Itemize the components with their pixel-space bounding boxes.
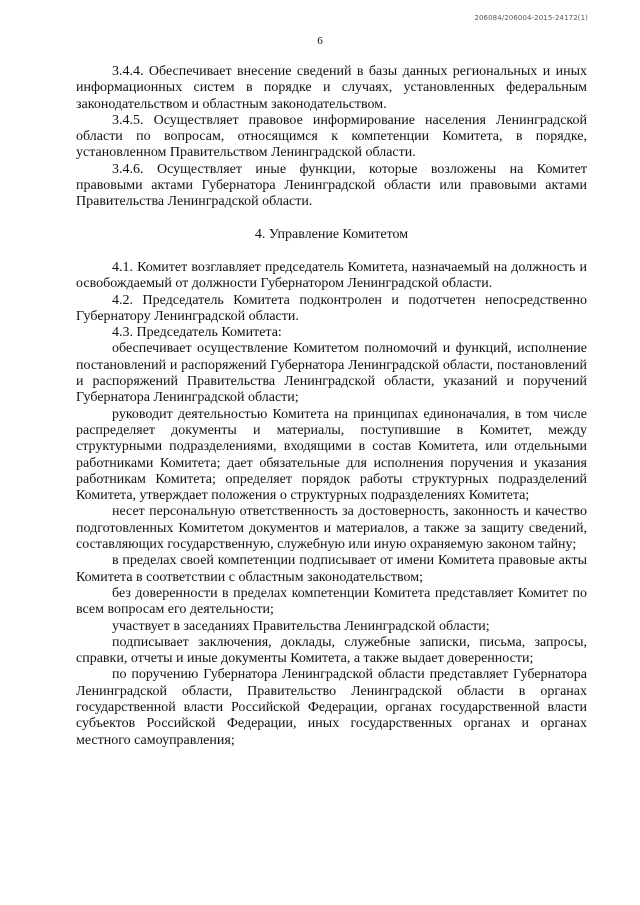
duty-paragraph: без доверенности в пределах компетенции Комитета представляет Комитет по всем вопросам его деятельности; [76,585,587,618]
clause-4-1: 4.1. Комитет возглавляет председатель Комитета, назначаемый на должность и освобождаемый от должности Губернатором Ленинградской области. [76,259,587,292]
document-id: 206084/206004-2015-24172(1) [474,14,588,22]
duty-paragraph: в пределах своей компетенции подписывает от имени Комитета правовые акты Комитета в соответствии с областным законодательством; [76,553,587,585]
section-heading: 4. Управление Комитетом [254,226,409,242]
duty-paragraph: руководит деятельностью Комитета на принципах единоначалия, в том числе распределяет документы и материалы, поступившие в Комитет, между структурными подразделениями, входящими в состав Комитета, или отдельными работниками Комитета; дает обязательные для исполнения поручения и указания работникам Комитета; определяет порядок работы структурных подразделений Комитета, утверждает положения о структурных подразделениях Комитета; [76,406,587,504]
document-body [76,64,587,749]
duty-paragraph: обеспечивает осуществление Комитетом полномочий и функций, исполнение постановлений и распоряжений Губернатора Ленинградской области, постановлений и распоряжений Правительства Ленинградской области, указаний и поручений Губернатора Ленинградской области; [76,341,587,406]
clause-4-3: 4.3. Председатель Комитета: [112,325,282,341]
duty-paragraph: несет персональную ответственность за достоверность, законность и качество подготовленных Комитетом документов и материалов, а также за защиту сведений, составляющих государственную, служебную или иную охраняемую законом тайну; [76,504,587,553]
clause-3-4-5: 3.4.5. Осуществляет правовое информирование населения Ленинградской области по вопросам, относящимся к компетенции Комитета, в порядке, установленном Правительством Ленинградской области. [76,112,587,161]
clause-4-2: 4.2. Председатель Комитета подконтролен и подотчетен непосредственно Губернатору Ленинградской области. [76,292,587,324]
page-number: 6 [317,35,323,47]
duty-paragraph: по поручению Губернатора Ленинградской области представляет Губернатора Ленинградской области, Правительство Ленинградской области в органах государственной власти Российской Федерации, органах государственной власти субъектов Российской Федерации, иных государственных органах и органах местного самоуправления; [76,667,587,748]
clause-3-4-6: 3.4.6. Осуществляет иные функции, которые возложены на Комитет правовыми актами Губернатора Ленинградской области или правовыми актами Правительства Ленинградской области. [76,161,587,210]
clause-3-4-4: 3.4.4. Обеспечивает внесение сведений в базы данных региональных и иных информационных систем в порядке и случаях, установленных федеральным законодательством и областным законодательством. [76,64,587,112]
duty-paragraph: участвует в заседаниях Правительства Ленинградской области; [112,618,490,634]
duty-paragraph: подписывает заключения, доклады, служебные записки, письма, запросы, справки, отчеты и иные документы Комитета, а также выдает доверенности; [76,634,587,667]
